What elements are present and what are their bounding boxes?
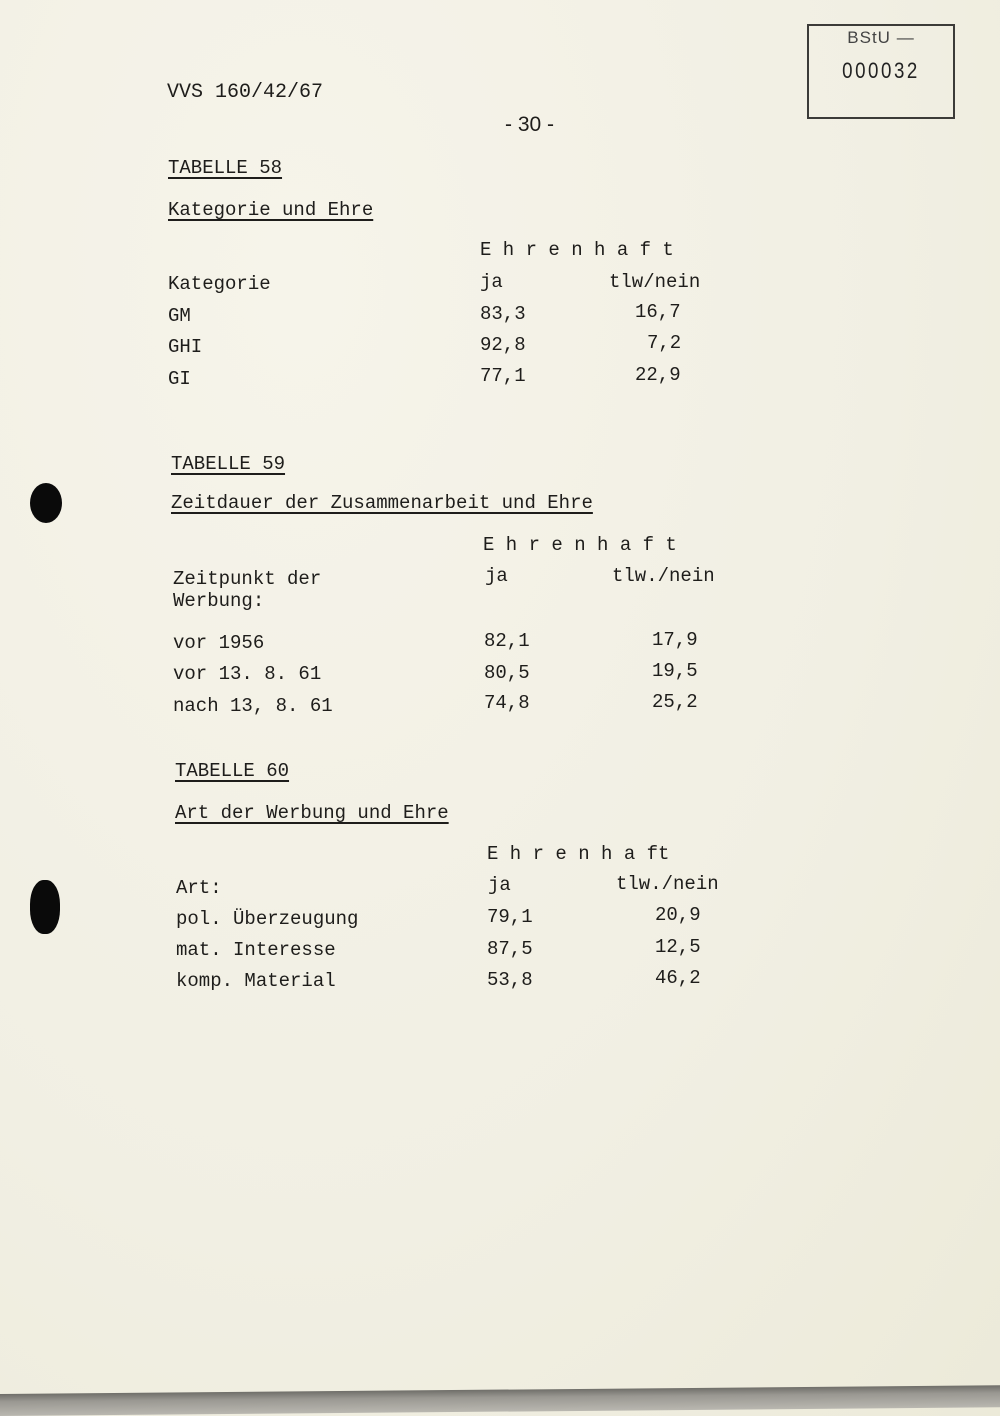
cell-ja: 80,5 — [484, 662, 530, 684]
cell-tlw-nein: 20,9 — [655, 904, 701, 926]
table-label: TABELLE 58 — [168, 157, 283, 179]
cell-ja: 83,3 — [480, 303, 526, 325]
cell-tlw-nein: 22,9 — [635, 364, 681, 386]
cell-ja: 82,1 — [484, 630, 530, 652]
column-header-tlw-nein: tlw./nein — [612, 565, 715, 587]
table-label: TABELLE 60 — [175, 760, 290, 782]
row-label: vor 1956 — [173, 632, 265, 654]
row-header-line2: Werbung: — [173, 590, 265, 612]
punch-hole-top — [30, 483, 62, 523]
cell-ja: 79,1 — [487, 906, 533, 928]
column-header-ja: ja — [485, 565, 508, 587]
cell-tlw-nein: 12,5 — [655, 936, 701, 958]
column-header-ja: ja — [488, 874, 511, 896]
row-label: GI — [168, 368, 191, 390]
archive-stamp — [807, 24, 955, 119]
group-header: E h r e n h a f t — [483, 534, 677, 556]
document-reference: VVS 160/42/67 — [167, 81, 324, 104]
row-label: pol. Überzeugung — [176, 908, 359, 930]
group-header: E h r e n h a f t — [480, 239, 674, 261]
table-label: TABELLE 59 — [171, 453, 286, 475]
cell-tlw-nein: 16,7 — [635, 301, 681, 323]
cell-ja: 92,8 — [480, 334, 526, 356]
cell-ja: 53,8 — [487, 969, 533, 991]
cell-ja: 87,5 — [487, 938, 533, 960]
row-header-line1: Zeitpunkt der — [173, 568, 322, 590]
cell-ja: 74,8 — [484, 692, 530, 714]
column-header-ja: ja — [480, 271, 503, 293]
column-header-tlw-nein: tlw./nein — [616, 873, 719, 895]
table-title: Kategorie und Ehre — [168, 199, 374, 221]
page-number: - 30 - — [505, 113, 555, 136]
table-title: Art der Werbung und Ehre — [175, 802, 449, 824]
cell-tlw-nein: 7,2 — [647, 332, 682, 354]
row-label: mat. Interesse — [176, 939, 336, 961]
row-label: GHI — [168, 336, 203, 358]
cell-tlw-nein: 17,9 — [652, 629, 698, 651]
row-header: Art: — [176, 877, 222, 899]
row-label: GM — [168, 305, 191, 327]
table-title: Zeitdauer der Zusammenarbeit und Ehre — [171, 492, 593, 514]
row-label: vor 13. 8. 61 — [173, 663, 322, 685]
cell-tlw-nein: 25,2 — [652, 691, 698, 713]
stamp-archive-number: 000032 — [842, 58, 920, 83]
group-header: E h r e n h a ft — [487, 843, 670, 865]
row-header: Kategorie — [168, 273, 271, 295]
cell-ja: 77,1 — [480, 365, 526, 387]
punch-hole-bottom — [30, 880, 60, 934]
row-label: nach 13, 8. 61 — [173, 695, 333, 717]
cell-tlw-nein: 19,5 — [652, 660, 698, 682]
column-header-tlw-nein: tlw/nein — [609, 271, 701, 293]
stamp-agency: BStU — — [847, 28, 915, 47]
cell-tlw-nein: 46,2 — [655, 967, 701, 989]
row-label: komp. Material — [176, 970, 336, 992]
